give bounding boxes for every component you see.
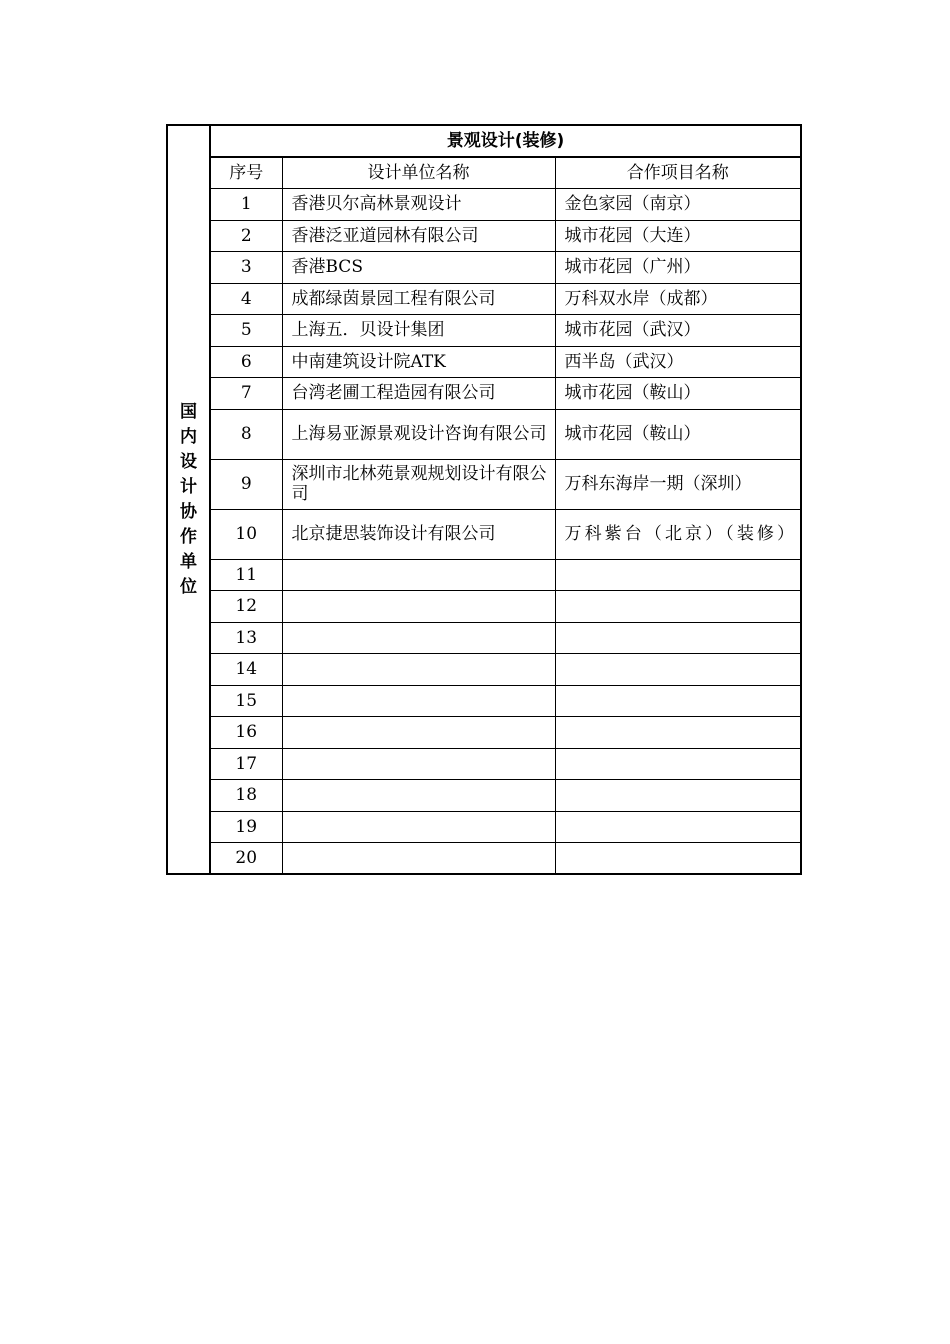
- project-name: [555, 811, 801, 843]
- header-company: 设计单位名称: [282, 157, 555, 189]
- project-name: [555, 717, 801, 749]
- company-name: [282, 780, 555, 812]
- company-name: [282, 811, 555, 843]
- project-name: 西半岛（武汉）: [555, 346, 801, 378]
- company-name: 台湾老圃工程造园有限公司: [282, 378, 555, 410]
- table-row: [167, 685, 801, 717]
- table-row: [167, 559, 801, 591]
- table-row: [167, 717, 801, 749]
- company-name: 上海易亚源景观设计咨询有限公司: [282, 409, 555, 459]
- row-number: 11: [210, 559, 282, 591]
- table-row: [167, 283, 801, 315]
- row-number: 10: [210, 509, 282, 559]
- row-number: 9: [210, 459, 282, 509]
- header-index: 序号: [210, 157, 282, 189]
- table-row: [167, 843, 801, 875]
- table-row: [167, 811, 801, 843]
- table-row: [167, 459, 801, 509]
- row-number: 12: [210, 591, 282, 623]
- company-name: [282, 685, 555, 717]
- row-number: 2: [210, 220, 282, 252]
- header-project: 合作项目名称: [555, 157, 801, 189]
- row-number: 17: [210, 748, 282, 780]
- table-row: [167, 409, 801, 459]
- project-name: [555, 591, 801, 623]
- company-name: [282, 622, 555, 654]
- project-name: 城市花园（大连）: [555, 220, 801, 252]
- partner-table: [166, 124, 802, 875]
- project-name: 万科东海岸一期（深圳）: [555, 459, 801, 509]
- project-name: 万科双水岸（成都）: [555, 283, 801, 315]
- row-number: 14: [210, 654, 282, 686]
- project-name: [555, 559, 801, 591]
- side-label-cell: [167, 125, 210, 874]
- project-name: 城市花园（广州）: [555, 252, 801, 284]
- row-number: 5: [210, 315, 282, 347]
- row-number: 18: [210, 780, 282, 812]
- company-name: [282, 843, 555, 875]
- table-row: [167, 622, 801, 654]
- table-row: [167, 509, 801, 559]
- project-name: 城市花园（鞍山）: [555, 378, 801, 410]
- table-row: [167, 378, 801, 410]
- table-row: [167, 780, 801, 812]
- row-number: 8: [210, 409, 282, 459]
- row-number: 1: [210, 189, 282, 221]
- company-name: [282, 717, 555, 749]
- company-name: [282, 654, 555, 686]
- side-label: 国内设计协作单位: [180, 401, 197, 597]
- project-name: 城市花园（鞍山）: [555, 409, 801, 459]
- row-number: 16: [210, 717, 282, 749]
- row-number: 3: [210, 252, 282, 284]
- project-name: [555, 622, 801, 654]
- header-row: [167, 157, 801, 189]
- row-number: 4: [210, 283, 282, 315]
- table-row: [167, 346, 801, 378]
- table-row: [167, 252, 801, 284]
- company-name: 香港BCS: [282, 252, 555, 284]
- project-name: [555, 748, 801, 780]
- table-row: [167, 189, 801, 221]
- table-row: [167, 748, 801, 780]
- row-number: 19: [210, 811, 282, 843]
- project-name: [555, 780, 801, 812]
- table-row: [167, 220, 801, 252]
- project-name: 城市花园（武汉）: [555, 315, 801, 347]
- project-name: [555, 654, 801, 686]
- company-name: [282, 748, 555, 780]
- company-name: [282, 559, 555, 591]
- row-number: 20: [210, 843, 282, 875]
- company-name: 成都绿茵景园工程有限公司: [282, 283, 555, 315]
- project-name: [555, 685, 801, 717]
- company-name: 香港泛亚道园林有限公司: [282, 220, 555, 252]
- row-number: 6: [210, 346, 282, 378]
- company-name: 深圳市北林苑景观规划设计有限公司: [282, 459, 555, 509]
- company-name: 中南建筑设计院ATK: [282, 346, 555, 378]
- project-name: 万科紫台（北京）（装修）: [555, 509, 801, 559]
- company-name: [282, 591, 555, 623]
- table-row: [167, 654, 801, 686]
- company-name: 上海五．贝设计集团: [282, 315, 555, 347]
- company-name: 北京捷思装饰设计有限公司: [282, 509, 555, 559]
- company-name: 香港贝尔高林景观设计: [282, 189, 555, 221]
- project-name: [555, 843, 801, 875]
- table-row: [167, 315, 801, 347]
- row-number: 13: [210, 622, 282, 654]
- section-title: 景观设计(装修): [210, 125, 801, 157]
- row-number: 15: [210, 685, 282, 717]
- project-name: 金色家园（南京）: [555, 189, 801, 221]
- row-number: 7: [210, 378, 282, 410]
- table-row: [167, 591, 801, 623]
